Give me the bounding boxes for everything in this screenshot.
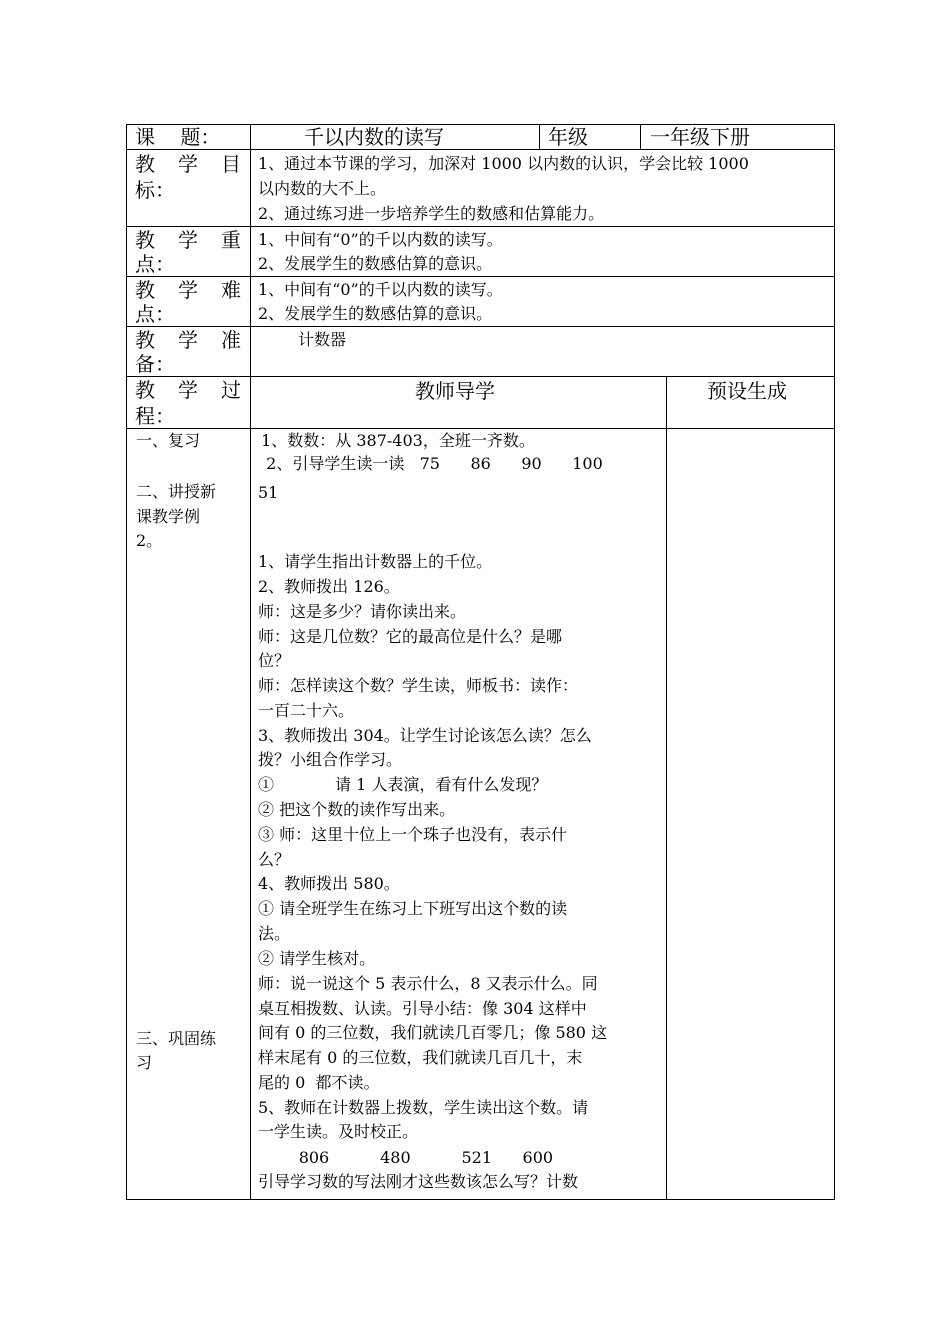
preset-outcome-header: 预设生成 xyxy=(707,379,787,403)
topic-value: 千以内数的读写 xyxy=(304,125,444,149)
topic-label: 课 题： xyxy=(135,125,221,149)
preparation-value: 计数器 xyxy=(298,330,347,349)
grade-label: 年级 xyxy=(548,125,588,149)
grade-value: 一年级下册 xyxy=(650,125,750,149)
section-review: 一、复习 xyxy=(136,431,201,450)
teacher-guide-header: 教师导学 xyxy=(415,379,495,403)
